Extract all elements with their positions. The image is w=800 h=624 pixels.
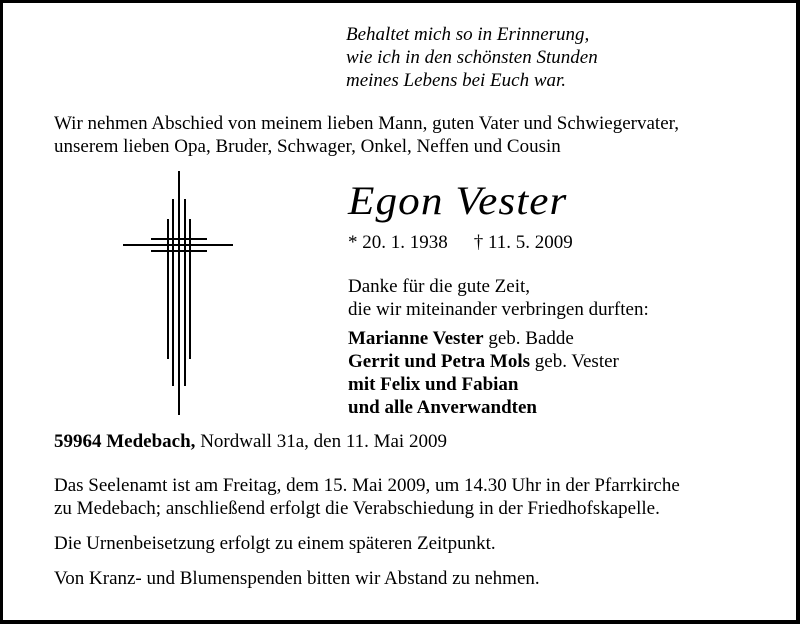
notice-line: Das Seelenamt ist am Freitag, dem 15. Mai 2009, um 14.30 Uhr in der Pfarrkirche — [54, 475, 680, 496]
mourner-name: Gerrit und Petra Mols — [348, 351, 531, 372]
mourner-name: mit Felix und Fabian — [348, 374, 519, 395]
mourner-line — [348, 327, 619, 350]
death-date: † 11. 5. 2009 — [473, 232, 573, 253]
deceased-name: Egon Vester — [348, 178, 568, 223]
poem-line: meines Lebens bei Euch war. — [346, 70, 567, 91]
memorial-poem — [346, 23, 598, 92]
mourner-name: Marianne Vester — [348, 328, 484, 349]
mourner-note: geb. Vester — [530, 351, 619, 372]
intro-line: unserem lieben Opa, Bruder, Schwager, Onkel, Neffen und Cousin — [54, 136, 561, 157]
mourner-name: und alle Anverwandten — [348, 397, 537, 418]
place-and-date — [54, 431, 447, 453]
mourner-line — [348, 350, 619, 373]
mourner-note: geb. Badde — [483, 328, 574, 349]
mourner-line — [348, 373, 619, 396]
flowers-notice: Von Kranz- und Blumenspenden bitten wir Abstand zu nehmen. — [54, 568, 540, 589]
thanks-line: die wir miteinander verbringen durften: — [348, 299, 649, 320]
service-notice — [54, 474, 754, 520]
poem-line: Behaltet mich so in Erinnerung, — [346, 24, 590, 45]
intro-line: Wir nehmen Abschied von meinem lieben Mann, guten Vater und Schwiegervater, — [54, 113, 679, 134]
address-date: Nordwall 31a, den 11. Mai 2009 — [195, 431, 447, 452]
birth-date: * 20. 1. 1938 — [348, 232, 448, 253]
cross-icon — [123, 171, 235, 420]
thanks-line: Danke für die gute Zeit, — [348, 276, 531, 297]
mourner-line — [348, 396, 619, 419]
thanks-text — [348, 275, 649, 321]
notice-line: zu Medebach; anschließend erfolgt die Verabschiedung in der Friedhofskapelle. — [54, 498, 660, 519]
farewell-intro — [54, 112, 679, 158]
poem-line: wie ich in den schönsten Stunden — [346, 47, 598, 68]
urn-notice: Die Urnenbeisetzung erfolgt zu einem späteren Zeitpunkt. — [54, 533, 496, 554]
place-name: 59964 Medebach, — [54, 431, 196, 452]
life-dates — [348, 232, 573, 254]
mourners-list — [348, 327, 619, 419]
